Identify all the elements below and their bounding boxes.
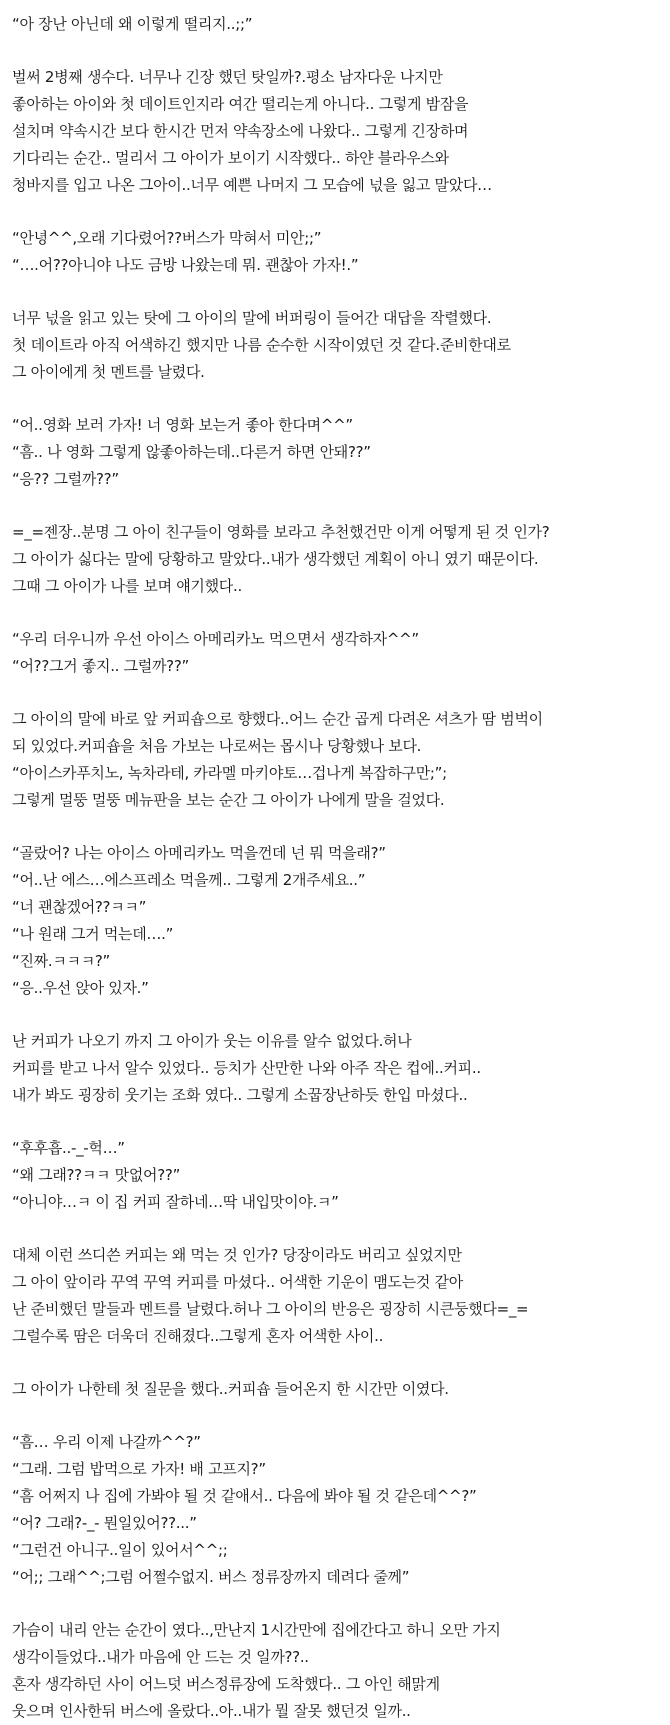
story-line: “어;; 그래^^;그럼 어쩔수없지. 버스 정류장까지 데려다 줄께” <box>12 1568 410 1586</box>
story-line: “진짜.ㅋㅋㅋ?” <box>12 952 111 970</box>
story-line: 되 있었다.커피숍을 처음 가보는 나로써는 몹시나 당황했나 보다. <box>12 737 422 755</box>
story-line: “응..우선 앉아 있자.” <box>12 979 149 997</box>
story-paragraph <box>12 706 658 814</box>
story-line: 그렇게 멀뚱 멀뚱 메뉴판을 보는 순간 그 아이가 나에게 말을 걸었다. <box>12 791 445 809</box>
story-paragraph <box>12 64 658 199</box>
story-paragraph <box>12 1617 658 1725</box>
story-line: “우리 더우니까 우선 아이스 아메리카노 먹으면서 생각하자^^” <box>12 630 419 648</box>
story-line: “나 원래 그거 먹는데….” <box>12 925 174 943</box>
story-paragraph <box>12 225 658 279</box>
story-line: 설치며 약속시간 보다 한시간 먼저 약속장소에 나왔다.. 그렇게 긴장하며 <box>12 122 469 140</box>
story-paragraph <box>12 1242 658 1350</box>
story-paragraph <box>12 840 658 1002</box>
story-line: “아니야…ㅋ 이 집 커피 잘하네…딱 내입맛이야.ㅋ” <box>12 1193 339 1211</box>
story-line: 기다리는 순간.. 멀리서 그 아이가 보이기 시작했다.. 하얀 블라우스와 <box>12 149 449 167</box>
story-paragraph <box>12 1135 658 1216</box>
story-line: 내가 봐도 굉장히 웃기는 조화 였다.. 그렇게 소꿉장난하듯 한입 마셨다.. <box>12 1086 468 1104</box>
story-paragraph <box>12 1028 658 1109</box>
story-paragraph <box>12 626 658 680</box>
story-paragraph <box>12 412 658 493</box>
story-line: “아 장난 아닌데 왜 이렇게 떨리지..;;” <box>12 15 253 33</box>
story-line: “흠… 우리 이제 나갈까^^?” <box>12 1433 201 1451</box>
story-line: “안녕^^,오래 기다렸어??버스가 막혀서 미안;;” <box>12 229 322 247</box>
story-paragraph <box>12 11 658 38</box>
story-line: “그래. 그럼 밥먹으로 가자! 배 고프지?” <box>12 1460 266 1478</box>
story-line: “골랐어? 나는 아이스 아메리카노 먹을껀데 넌 뭐 먹을래?” <box>12 844 386 862</box>
story-line: 벌써 2병째 생수다. 너무나 긴장 했던 탓일까?.평소 남자다운 나지만 <box>12 68 443 86</box>
story-line: 웃으며 인사한뒤 버스에 올랐다..아..내가 뭘 잘못 했던것 일까.. <box>12 1702 411 1720</box>
story-line: 커피를 받고 나서 알수 있었다.. 등치가 산만한 나와 아주 작은 컵에..커피.. <box>12 1059 481 1077</box>
story-line: “어..영화 보러 가자! 너 영화 보는거 좋아 한다며^^” <box>12 416 353 434</box>
story-line: “왜 그래??ㅋㅋ 맛없어??” <box>12 1166 181 1184</box>
story-line: “아이스카푸치노, 녹차라테, 카라멜 마키야토…겁나게 복잡하구만;”; <box>12 764 447 782</box>
story-paragraph <box>12 305 658 386</box>
story-line: “너 괜찮겠어??ㅋㅋ” <box>12 898 147 916</box>
story-line: 그 아이가 싫다는 말에 당황하고 말았다..내가 생각했던 계획이 아니 였기 때문이다. <box>12 550 539 568</box>
story-line: “그런건 아니구..일이 있어서^^;; <box>12 1541 228 1559</box>
story-line: 좋아하는 아이와 첫 데이트인지라 여간 떨리는게 아니다.. 그렇게 밤잠을 <box>12 95 469 113</box>
story-line: 그 아이가 나한테 첫 질문을 했다..커피숍 들어온지 한 시간만 이였다. <box>12 1380 449 1398</box>
story-paragraph <box>12 519 658 600</box>
story-line: 생각이들었다..내가 마음에 안 드는 것 일까??.. <box>12 1648 309 1666</box>
story-line: 첫 데이트라 아직 어색하긴 했지만 나름 순수한 시작이였던 것 같다.준비한대로 <box>12 336 511 354</box>
story-line: “어? 그래?-_- 뭔일있어??...” <box>12 1514 197 1532</box>
story-line: 혼자 생각하던 사이 어느덧 버스정류장에 도착했다.. 그 아인 해맑게 <box>12 1675 440 1693</box>
story-line: 그 아이 앞이라 꾸역 꾸역 커피를 마셨다.. 어색한 기운이 맴도는것 같아 <box>12 1273 463 1291</box>
story-line: “흠.. 나 영화 그렇게 않좋아하는데..다른거 하면 안돼??” <box>12 443 371 461</box>
story-line: 그 아이에게 첫 멘트를 날렸다. <box>12 363 205 381</box>
story-line: “….어??아니야 나도 금방 나왔는데 뭐. 괜찮아 가자!.” <box>12 256 359 274</box>
story-line: =_=젠장..분명 그 아이 친구들이 영화를 보라고 추천했건만 이게 어떻게 된 것 인가? <box>12 523 550 541</box>
story-line: 너무 넋을 읽고 있는 탓에 그 아이의 말에 버퍼링이 들어간 대답을 작렬했다. <box>12 309 492 327</box>
story-line: 청바지를 입고 나온 그아이..너무 예쁜 나머지 그 모습에 넋을 잃고 말았다… <box>12 176 492 194</box>
story-line: “응?? 그럴까??” <box>12 470 119 488</box>
story-line: 대체 이런 쓰디쓴 커피는 왜 먹는 것 인가? 당장이라도 버리고 싶었지만 <box>12 1246 462 1264</box>
story-line: 가슴이 내리 안는 순간이 였다..,만난지 1시간만에 집에간다고 하니 오만 가지 <box>12 1621 501 1639</box>
story-line: 그럴수록 땀은 더욱더 진해졌다..그렇게 혼자 어색한 사이.. <box>12 1327 384 1345</box>
story-paragraph <box>12 1429 658 1591</box>
story-paragraph <box>12 1376 658 1403</box>
story-line: 난 커피가 나오기 까지 그 아이가 웃는 이유를 알수 없었다.허나 <box>12 1032 412 1050</box>
story-line: “후후흡..-_-헉…” <box>12 1139 125 1157</box>
story-line: “어..난 에스…에스프레소 먹을께.. 그렇게 2개주세요..” <box>12 871 366 889</box>
story-line: 난 준비했던 말들과 멘트를 날렸다.허나 그 아이의 반응은 굉장히 시큰둥했다=_= <box>12 1300 529 1318</box>
story-line: 그때 그 아이가 나를 보며 얘기했다.. <box>12 577 242 595</box>
story-line: “어??그거 좋지.. 그럴까??” <box>12 657 189 675</box>
story-line: “흠 어쩌지 나 집에 가봐야 될 것 같애서.. 다음에 봐야 될 것 같은데^^?” <box>12 1487 477 1505</box>
story-line: 그 아이의 말에 바로 앞 커피숍으로 향했다..어느 순간 곱게 다려온 셔츠가 땀 범벅이 <box>12 710 543 728</box>
